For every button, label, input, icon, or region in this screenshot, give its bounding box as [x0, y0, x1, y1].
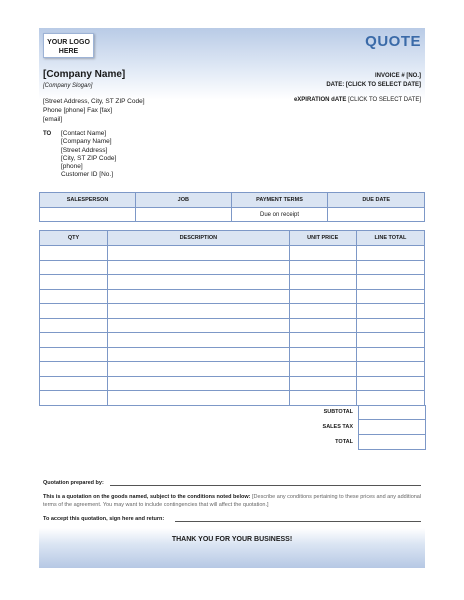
company-name: [Company Name]	[43, 69, 126, 80]
unit-price-cell[interactable]	[289, 362, 356, 377]
line-total-cell[interactable]	[356, 275, 424, 290]
line-total-cell[interactable]	[356, 246, 424, 261]
qty-cell[interactable]	[40, 376, 108, 391]
qty-cell[interactable]	[40, 275, 108, 290]
description-cell[interactable]	[108, 376, 290, 391]
unit-price-cell[interactable]	[289, 289, 356, 304]
signature-line[interactable]	[175, 521, 421, 522]
qty-cell[interactable]	[40, 362, 108, 377]
expiration-value[interactable]: [CLICK TO SELECT DATE]	[348, 97, 421, 103]
qty-cell[interactable]	[40, 304, 108, 319]
line-total-cell[interactable]	[356, 376, 424, 391]
unit-price-cell[interactable]	[289, 376, 356, 391]
job-cell[interactable]	[136, 208, 232, 222]
description-cell[interactable]	[108, 275, 290, 290]
recipient-block	[61, 130, 116, 180]
line-total-cell[interactable]	[356, 362, 424, 377]
line-total-cell[interactable]	[356, 289, 424, 304]
table-row	[40, 347, 425, 362]
table-row	[40, 260, 425, 275]
line-total-cell[interactable]	[356, 391, 424, 406]
terms-text	[43, 493, 425, 509]
company-phone-fax: Phone [phone] Fax [fax]	[43, 107, 113, 114]
recipient-contact: [Contact Name]	[61, 130, 107, 137]
qty-cell[interactable]	[40, 333, 108, 348]
qty-header: QTY	[40, 231, 108, 246]
description-cell[interactable]	[108, 333, 290, 348]
company-address: [Street Address, City, ST ZIP Code]	[43, 98, 145, 105]
sign-label: To accept this quotation, sign here and return:	[43, 516, 165, 522]
subtotal-label: SUBTOTAL	[323, 409, 353, 415]
description-cell[interactable]	[108, 318, 290, 333]
table-row	[40, 333, 425, 348]
description-cell[interactable]	[108, 304, 290, 319]
table-row	[40, 275, 425, 290]
job-header: JOB	[136, 193, 232, 208]
to-label: TO	[43, 131, 52, 137]
line-total-header: LINE TOTAL	[356, 231, 424, 246]
total-cell[interactable]	[358, 435, 426, 450]
payment-terms-header: PAYMENT TERMS	[231, 193, 328, 208]
prepared-by-line[interactable]	[110, 485, 421, 486]
table-row	[40, 362, 425, 377]
company-email: [email]	[43, 116, 63, 123]
due-date-header: DUE DATE	[328, 193, 425, 208]
logo-placeholder: YOUR LOGO HERE	[43, 33, 94, 58]
line-total-cell[interactable]	[356, 333, 424, 348]
table-row	[40, 289, 425, 304]
payment-terms-cell[interactable]: Due on receipt	[231, 208, 328, 222]
qty-cell[interactable]	[40, 347, 108, 362]
table-row	[40, 304, 425, 319]
unit-price-cell[interactable]	[289, 318, 356, 333]
description-header: DESCRIPTION	[108, 231, 290, 246]
recipient-phone: [phone]	[61, 163, 83, 171]
expiration-label: eXPIRATION dATE	[293, 97, 347, 103]
salesperson-header: SALESPERSON	[40, 193, 136, 208]
salesperson-cell[interactable]	[40, 208, 136, 222]
table-row	[40, 318, 425, 333]
company-slogan: [Company Slogan]	[43, 83, 93, 89]
description-cell[interactable]	[108, 362, 290, 377]
recipient-company: [Company Name]	[61, 138, 112, 146]
unit-price-cell[interactable]	[289, 391, 356, 406]
recipient-customer-id: Customer ID [No.]	[61, 171, 114, 179]
qty-cell[interactable]	[40, 260, 108, 275]
company-address-block	[43, 97, 145, 124]
invoice-number[interactable]: INVOICE # [NO.]	[374, 73, 421, 79]
description-cell[interactable]	[108, 260, 290, 275]
thank-you-message: THANK YOU FOR YOUR BUSINESS!	[171, 536, 293, 543]
sales-tax-cell[interactable]	[358, 420, 426, 435]
total-row	[39, 435, 425, 450]
table-row	[40, 246, 425, 261]
line-total-cell[interactable]	[356, 347, 424, 362]
subtotal-cell[interactable]	[358, 405, 426, 420]
table-row	[40, 391, 425, 406]
terms-intro: This is a quotation on the goods named, subject to the conditions noted below:	[43, 494, 251, 500]
unit-price-cell[interactable]	[289, 304, 356, 319]
unit-price-cell[interactable]	[289, 333, 356, 348]
description-cell[interactable]	[108, 347, 290, 362]
document-title: QUOTE	[365, 33, 421, 50]
sales-tax-row	[39, 420, 425, 435]
due-date-cell[interactable]	[328, 208, 425, 222]
unit-price-cell[interactable]	[289, 260, 356, 275]
prepared-by-label: Quotation prepared by:	[43, 480, 104, 486]
invoice-info	[326, 72, 421, 90]
line-items-table	[39, 230, 425, 406]
qty-cell[interactable]	[40, 318, 108, 333]
subtotal-row	[39, 405, 425, 420]
description-cell[interactable]	[108, 391, 290, 406]
description-cell[interactable]	[108, 246, 290, 261]
unit-price-cell[interactable]	[289, 347, 356, 362]
description-cell[interactable]	[108, 289, 290, 304]
sales-tax-label: SALES TAX	[322, 424, 353, 430]
quote-date[interactable]: DATE: [CLICK TO SELECT DATE]	[326, 82, 421, 88]
job-info-table	[39, 192, 425, 222]
line-total-cell[interactable]	[356, 304, 424, 319]
unit-price-cell[interactable]	[289, 246, 356, 261]
unit-price-cell[interactable]	[289, 275, 356, 290]
recipient-street: [Street Address]	[61, 146, 108, 154]
terms-details[interactable]: [Describe any conditions pertaining to these prices and any additional terms of the agreement. You may want to include contingencies that will affect the quotation.]	[43, 494, 422, 508]
table-row	[40, 376, 425, 391]
line-total-cell[interactable]	[356, 318, 424, 333]
expiration-date[interactable]	[294, 97, 421, 103]
qty-cell[interactable]	[40, 246, 108, 261]
unit-price-header: UNIT PRICE	[289, 231, 356, 246]
total-label: TOTAL	[335, 439, 353, 445]
line-total-cell[interactable]	[356, 260, 424, 275]
qty-cell[interactable]	[40, 289, 108, 304]
footer-band	[39, 528, 425, 568]
recipient-city: [City, ST ZIP Code]	[61, 154, 117, 162]
qty-cell[interactable]	[40, 391, 108, 406]
